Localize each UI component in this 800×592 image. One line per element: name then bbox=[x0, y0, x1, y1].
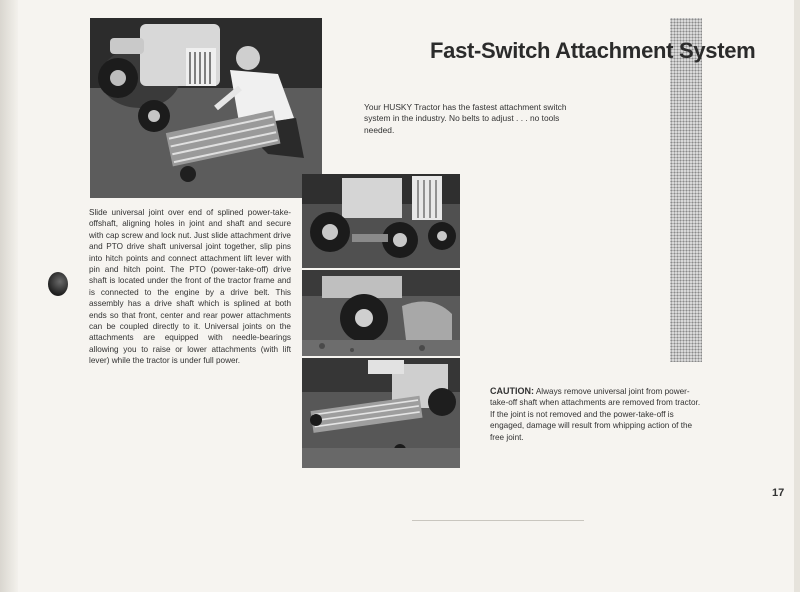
photo-attaching-mower-image bbox=[90, 18, 322, 198]
intro-paragraph: Your HUSKY Tractor has the fastest attachment switch system in the industry. No belts to adjust . . . no tools needed. bbox=[364, 102, 567, 135]
photo-tractor-reel-mower-image bbox=[302, 358, 460, 468]
caution-label: CAUTION: bbox=[490, 386, 534, 396]
body-paragraph: Slide universal joint over end of splined power-take-offshaft, aligning holes in joint and shaft and secure with cap screw and lock nut. Just slide attachment drive and PTO drive shaft universal joint together, slip pins into hitch points and connect attachment lift lever with pin and hitch point. The PTO (power-take-off) drive shaft is located under the front of the tractor frame and is connected to the engine by a drive belt. This assembly has a drive shaft which is splined at both ends so that front, center and rear power attachments can be coupled directly to it. Universal joints on the attachments are equipped with needle-bearings allowing you to raise or lower attachments (with lift lever) while the tractor is under full power. bbox=[89, 208, 291, 366]
caution-note bbox=[490, 386, 702, 443]
page-edge-shadow bbox=[0, 0, 18, 592]
caution-text: Always remove universal joint from power-take-off shaft when attachments are removed from tractor. If the joint is not removed and the power-take-off is engaged, damage will result from whipping action of the free joint. bbox=[490, 387, 701, 442]
binder-hole bbox=[48, 272, 68, 296]
photo-tractor-front bbox=[302, 174, 460, 268]
photo-tractor-tiller-image bbox=[302, 270, 460, 356]
photo-tractor-reel-mower bbox=[302, 358, 460, 468]
page-number: 17 bbox=[772, 487, 785, 499]
page-title: Fast-Switch Attachment System bbox=[430, 38, 756, 63]
page-right-edge bbox=[794, 0, 800, 592]
footer-rule bbox=[412, 520, 584, 521]
halftone-strip bbox=[670, 18, 702, 362]
photo-tractor-tiller bbox=[302, 270, 460, 356]
photo-attaching-mower bbox=[90, 18, 322, 198]
photo-tractor-front-image bbox=[302, 174, 460, 268]
